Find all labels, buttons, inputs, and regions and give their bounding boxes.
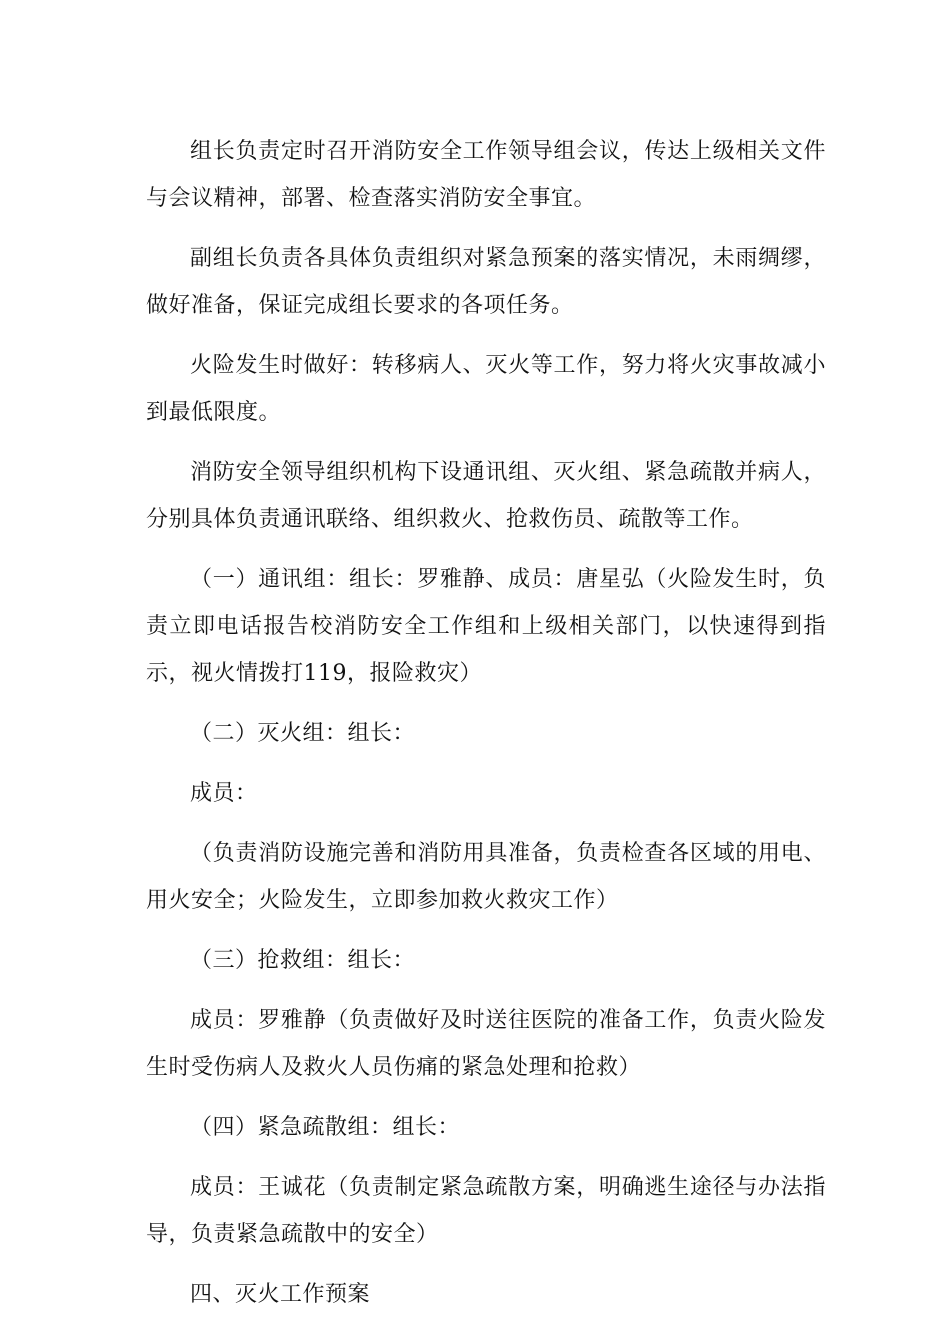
document-body — [146, 128, 826, 1331]
paragraph-deputy-duty: 副组长负责各具体负责组织对紧急预案的落实情况，未雨绸缪，做好准备，保证完成组长要求的各项任务。 — [146, 246, 826, 318]
paragraph-rescue-group: （三）抢救组：组长： — [190, 948, 416, 973]
paragraph-rescue-group-members: 成员：罗雅静（负责做好及时送往医院的准备工作，负责火险发生时受伤病人及救火人员伤痛的紧急处理和抢救） — [146, 1008, 826, 1080]
paragraph-fire-group-duty: （负责消防设施完善和消防用具准备，负责检查各区域的用电、用火安全；火险发生，立即参加救火救灾工作） — [146, 841, 826, 913]
paragraph-fire-group-members: 成员： — [190, 781, 258, 806]
paragraph-fire-group: （二）灭火组：组长： — [190, 721, 416, 746]
paragraph-evacuation-group: （四）紧急疏散组：组长： — [190, 1115, 461, 1140]
section-heading-firefighting-plan: 四、灭火工作预案 — [190, 1282, 371, 1307]
paragraph-org-structure: 消防安全领导组织机构下设通讯组、灭火组、紧急疏散并病人，分别具体负责通讯联络、组织救火、抢救伤员、疏散等工作。 — [146, 460, 826, 532]
paragraph-fire-response: 火险发生时做好：转移病人、灭火等工作，努力将火灾事故减小到最低限度。 — [146, 353, 826, 425]
paragraph-comm-group: （一）通讯组：组长：罗雅静、成员：唐星弘（火险发生时，负责立即电话报告校消防安全工作组和上级相关部门，以快速得到指示，视火情拨打119，报险救灾） — [146, 567, 826, 686]
paragraph-evacuation-group-members: 成员：王诚花（负责制定紧急疏散方案，明确逃生途径与办法指导，负责紧急疏散中的安全） — [146, 1175, 826, 1247]
paragraph-leader-duty: 组长负责定时召开消防安全工作领导组会议，传达上级相关文件与会议精神，部署、检查落实消防安全事宜。 — [146, 139, 826, 211]
